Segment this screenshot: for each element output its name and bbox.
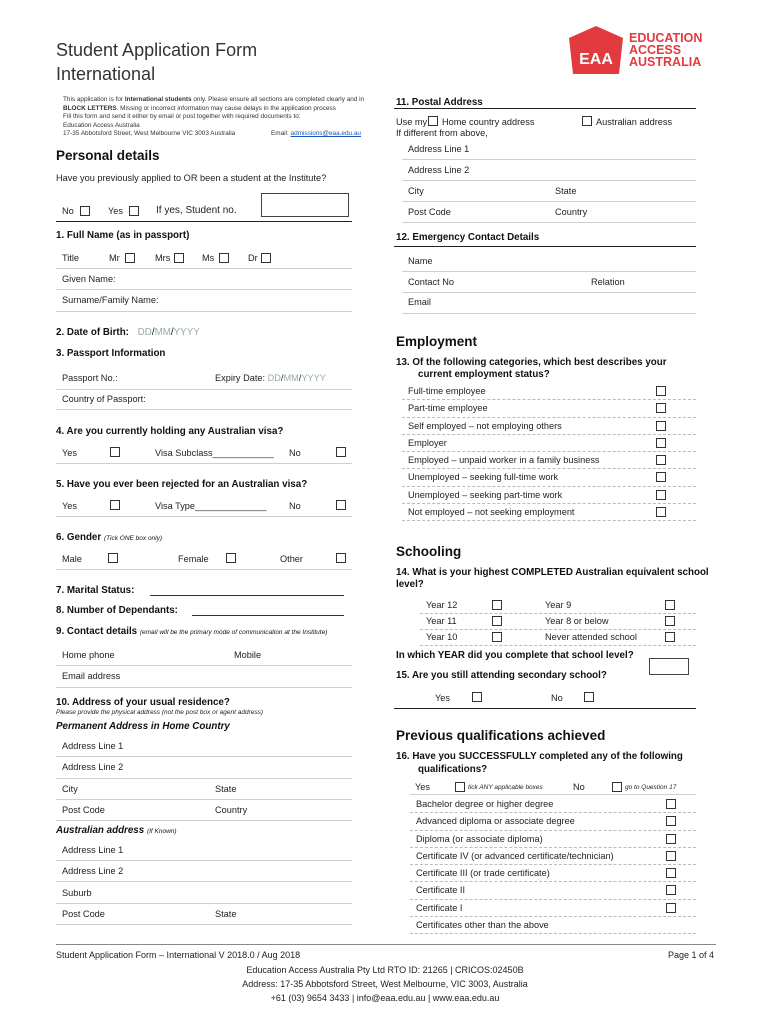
expiry-slash: /: [298, 373, 302, 383]
perm-address-line-1[interactable]: Address Line 1: [62, 741, 124, 751]
qualification-option-row[interactable]: [410, 865, 696, 882]
home-country-label: Home country address: [442, 117, 535, 127]
postal-country-field[interactable]: Country: [555, 207, 588, 217]
perm-state-field[interactable]: State: [215, 784, 237, 794]
intro-email-label: Email:: [271, 130, 291, 138]
school-level-checkbox[interactable]: [665, 616, 675, 626]
perm-address-line-2[interactable]: Address Line 2: [62, 762, 124, 772]
qualification-option-checkbox[interactable]: [666, 834, 676, 844]
footer-page-number: Page 1 of 4: [668, 950, 715, 960]
given-name-field[interactable]: Given Name:: [62, 274, 116, 284]
q15-secondary: 15. Are you still attending secondary school?: [396, 670, 607, 681]
perm-city-field[interactable]: City: [62, 784, 78, 794]
gender-male-label: Male: [62, 554, 82, 564]
q2-dob: [56, 327, 200, 338]
qualification-option-checkbox[interactable]: [666, 799, 676, 809]
schooling-heading: Schooling: [396, 544, 462, 559]
divider: [410, 794, 696, 795]
q15-no-label: No: [551, 693, 563, 703]
q15-yes-label: Yes: [435, 693, 450, 703]
expiry-mm: MM: [283, 373, 299, 383]
q6-label: 6. Gender: [56, 532, 102, 543]
intro-p2a: BLOCK LETTERS: [63, 104, 117, 112]
q4-yes-label: Yes: [62, 448, 77, 458]
q5-yes-label: Yes: [62, 501, 77, 511]
mobile-field[interactable]: Mobile: [234, 650, 262, 660]
school-level-checkbox[interactable]: [492, 632, 502, 642]
employment-option-row[interactable]: [402, 418, 696, 435]
employment-option-label: Unemployed – seeking part-time work: [408, 489, 563, 500]
divider: [56, 665, 352, 666]
divider: [56, 463, 352, 464]
aus-address-note: (If Known): [146, 828, 177, 835]
emergency-contact-no-field[interactable]: Contact No: [408, 277, 454, 287]
aus-address-checkbox[interactable]: [582, 116, 592, 126]
school-level-checkbox[interactable]: [492, 600, 502, 610]
school-level-checkbox[interactable]: [492, 616, 502, 626]
employment-option-checkbox[interactable]: [656, 421, 666, 431]
q13-line-2: current employment status?: [418, 369, 550, 380]
q7-marital-status: 7. Marital Status:: [56, 585, 135, 596]
q4-yes-checkbox[interactable]: [110, 447, 120, 457]
qualification-option-label: Certificate I: [416, 902, 463, 913]
school-level-label: Year 8 or below: [545, 616, 609, 626]
qualification-option-row[interactable]: [410, 831, 696, 848]
expiry-slash: /: [280, 373, 284, 383]
prev-applied-no-label: No: [62, 206, 74, 216]
email-address-field[interactable]: Email address: [62, 671, 121, 681]
employment-option-label: Employer: [408, 437, 447, 448]
q9-contact: [56, 626, 327, 637]
q9-note: (email will be the primary mode of communication at the Institute): [139, 629, 328, 636]
q1-full-name: 1. Full Name (as in passport): [56, 230, 190, 241]
q16-line-2: qualifications?: [418, 764, 488, 775]
qualification-option-row[interactable]: [410, 813, 696, 830]
employment-option-row[interactable]: [402, 383, 696, 400]
divider: [402, 292, 696, 293]
aus-address-line-1[interactable]: Address Line 1: [62, 845, 124, 855]
school-level-row: [420, 614, 696, 630]
marital-status-field[interactable]: [150, 595, 344, 596]
qualification-option-label: Bachelor degree or higher degree: [416, 799, 554, 809]
q4-no-checkbox[interactable]: [336, 447, 346, 457]
employment-options: [402, 383, 696, 521]
surname-field[interactable]: Surname/Family Name:: [62, 295, 159, 305]
qualification-option-label: Certificate III (or trade certificate): [416, 868, 550, 879]
gender-female-checkbox[interactable]: [226, 553, 236, 563]
gender-other-checkbox[interactable]: [336, 553, 346, 563]
divider: [394, 246, 696, 247]
employment-option-row[interactable]: [402, 487, 696, 504]
logo-wordmark: [629, 32, 702, 68]
logo-line-2: ACCESS: [629, 43, 682, 57]
divider: [394, 108, 696, 109]
school-level-checkbox[interactable]: [665, 600, 675, 610]
q14-line-1: 14. What is your highest COMPLETED Australian equivalent school: [396, 567, 709, 578]
q5-visa-rejected: 5. Have you ever been rejected for an Australian visa?: [56, 479, 308, 490]
employment-option-checkbox[interactable]: [656, 490, 666, 500]
q14-line-2: level?: [396, 579, 424, 590]
school-level-options: [420, 598, 696, 646]
divider: [56, 924, 352, 925]
q15-no-checkbox[interactable]: [584, 692, 594, 702]
qualification-option-label: Advanced diploma or associate degree: [416, 816, 575, 827]
school-level-label: Never attended school: [545, 632, 637, 642]
dob-slash: /: [151, 327, 155, 338]
divider: [402, 520, 696, 521]
student-no-label: If yes, Student no.: [156, 205, 237, 216]
qualification-option-row[interactable]: [410, 796, 696, 813]
q15-yes-checkbox[interactable]: [472, 692, 482, 702]
qualification-option-label: Diploma (or associate diploma): [416, 833, 543, 844]
employment-option-row[interactable]: [402, 452, 696, 469]
use-my-label: Use my: [396, 117, 428, 127]
q16-no-label: No: [573, 782, 585, 792]
logo-mark-text: EAA: [579, 51, 613, 68]
qualification-option-checkbox[interactable]: [666, 851, 676, 861]
qualification-option-checkbox[interactable]: [666, 868, 676, 878]
divider: [56, 778, 352, 779]
qualification-option-checkbox[interactable]: [666, 885, 676, 895]
intro-email-link[interactable]: admissions@eaa.edu.au: [290, 130, 361, 138]
emergency-email-field[interactable]: Email: [408, 297, 431, 307]
employment-option-label: Full-time employee: [408, 386, 486, 396]
q11-postal-address: 11. Postal Address: [396, 97, 483, 108]
employment-option-checkbox[interactable]: [656, 403, 666, 413]
q3-passport: 3. Passport Information: [56, 348, 166, 359]
employment-heading: Employment: [396, 334, 478, 349]
q2-label: 2. Date of Birth:: [56, 327, 129, 338]
intro-p3: Fill this form and send it either by email or post together with required documents to:: [63, 113, 301, 121]
gender-female-label: Female: [178, 554, 209, 564]
prev-applied-yes-label: Yes: [108, 206, 123, 216]
aus-address-line-2[interactable]: Address Line 2: [62, 866, 124, 876]
employment-option-checkbox[interactable]: [656, 455, 666, 465]
divider: [56, 687, 352, 688]
visa-subclass-field[interactable]: Visa Subclass____________: [155, 448, 274, 458]
school-level-label: Year 9: [545, 600, 572, 610]
dob-yyyy[interactable]: YYYY: [173, 327, 200, 338]
employment-option-label: Unemployed – seeking full-time work: [408, 472, 559, 483]
school-year-field[interactable]: [649, 658, 689, 675]
q16-no-note: go to Question 17: [625, 784, 677, 791]
qualification-option-checkbox[interactable]: [666, 816, 676, 826]
prev-applied-question: Have you previously applied to OR been a student at the Institute?: [56, 173, 327, 183]
prev-applied-yes-checkbox[interactable]: [129, 206, 139, 216]
school-level-label: Year 12: [426, 600, 458, 610]
qualification-option-label: Certificates other than the above: [416, 920, 549, 931]
school-level-row: [420, 630, 696, 646]
postal-city-field[interactable]: City: [408, 186, 424, 196]
q16-yes-checkbox[interactable]: [455, 782, 465, 792]
q16-line-1: 16. Have you SUCCESSFULLY completed any of the following: [396, 751, 683, 762]
q5-no-label: No: [289, 501, 301, 511]
visa-type-field[interactable]: Visa Type______________: [155, 501, 267, 511]
divider: [402, 159, 696, 160]
divider: [394, 708, 696, 709]
q16-yes-label: Yes: [415, 782, 430, 792]
aus-suburb-field[interactable]: Suburb: [62, 888, 92, 898]
postal-address-line-1[interactable]: Address Line 1: [408, 144, 470, 154]
employment-option-label: Employed – unpaid worker in a family business: [408, 455, 600, 466]
dob-slash: /: [170, 327, 174, 338]
divider: [56, 221, 352, 222]
title-mr-checkbox[interactable]: [125, 253, 135, 263]
qualification-option-row[interactable]: [410, 848, 696, 865]
country-passport-field[interactable]: Country of Passport:: [62, 394, 146, 404]
title-label: Title: [62, 253, 80, 263]
footer-contact: +61 (03) 9654 3433 | info@eaa.edu.au | www.eaa.edu.au: [270, 993, 500, 1003]
divider: [56, 289, 352, 290]
qualification-option-row[interactable]: [410, 900, 696, 917]
postal-state-field[interactable]: State: [555, 186, 577, 196]
qualification-option-row[interactable]: [410, 917, 696, 934]
employment-option-checkbox[interactable]: [656, 472, 666, 482]
personal-details-heading: Personal details: [56, 148, 160, 163]
divider: [56, 516, 352, 517]
qualifications-heading: Previous qualifications achieved: [396, 728, 606, 743]
q8-dependants: 8. Number of Dependants:: [56, 605, 178, 616]
q5-no-checkbox[interactable]: [336, 500, 346, 510]
employment-option-checkbox[interactable]: [656, 386, 666, 396]
title-mrs-checkbox[interactable]: [174, 253, 184, 263]
aus-address-heading: [56, 825, 177, 836]
divider: [410, 933, 696, 934]
employment-option-row[interactable]: [402, 469, 696, 486]
title-line-1: Student Application Form: [56, 40, 258, 60]
divider: [402, 201, 696, 202]
postal-address-line-2[interactable]: Address Line 2: [408, 165, 470, 175]
intro-p1b: International students: [124, 96, 192, 103]
expiry-yyyy: YYYY: [301, 373, 326, 383]
footer-divider: [56, 944, 716, 945]
student-no-field[interactable]: [261, 193, 349, 217]
title-mr-label: Mr: [109, 253, 120, 263]
q6-gender: [56, 532, 162, 543]
q13-line-1: 13. Of the following categories, which best describes your: [396, 357, 667, 368]
expiry-dd: DD: [267, 373, 281, 383]
emergency-relation-field[interactable]: Relation: [591, 277, 625, 287]
school-level-label: Year 11: [426, 616, 457, 626]
gender-male-checkbox[interactable]: [108, 553, 118, 563]
divider: [56, 799, 352, 800]
qualification-option-checkbox[interactable]: [666, 903, 676, 913]
perm-country-field[interactable]: Country: [215, 805, 248, 815]
divider: [56, 860, 352, 861]
logo-mark: [565, 24, 627, 76]
footer-address: Address: 17-35 Abbotsford Street, West Melbourne, VIC 3003, Australia: [242, 979, 528, 989]
q16-yes-note: tick ANY applicable boxes: [468, 784, 543, 791]
aus-postcode-field[interactable]: Post Code: [62, 909, 105, 919]
divider: [56, 389, 352, 390]
divider: [56, 820, 352, 821]
qualification-options: [410, 796, 696, 934]
q10-note: Please provide the physical address (not the post box or agent address): [56, 709, 264, 716]
q9-label: 9. Contact details: [56, 626, 138, 637]
dob-mm[interactable]: MM: [154, 327, 171, 338]
q12-emergency-contact: 12. Emergency Contact Details: [396, 232, 540, 243]
employment-option-row[interactable]: [402, 435, 696, 452]
q5-yes-checkbox[interactable]: [110, 500, 120, 510]
gender-other-label: Other: [280, 554, 303, 564]
employment-option-row[interactable]: [402, 400, 696, 417]
expiry-label: Expiry Date:: [215, 373, 268, 383]
school-level-label: Year 10: [426, 632, 458, 642]
intro-p1a: This application is for: [63, 96, 125, 103]
q4-no-label: No: [289, 448, 301, 458]
q16-no-checkbox[interactable]: [612, 782, 622, 792]
q4-visa: 4. Are you currently holding any Australian visa?: [56, 426, 284, 437]
q10-residence: 10. Address of your usual residence?: [56, 697, 230, 708]
aus-address-option-label: Australian address: [596, 117, 673, 127]
divider: [56, 903, 352, 904]
q6-note: (Tick ONE box only): [103, 535, 163, 542]
divider: [402, 222, 696, 223]
logo-line-3: AUSTRALIA: [629, 55, 702, 69]
divider: [56, 756, 352, 757]
page-title: [56, 38, 257, 86]
dob-dd[interactable]: DD: [137, 327, 152, 338]
intro-text: [63, 96, 383, 139]
title-dr-label: Dr: [248, 253, 258, 263]
perm-postcode-field[interactable]: Post Code: [62, 805, 105, 815]
footer-company: Education Access Australia Pty Ltd RTO ID: 21265 | CRICOS:02450B: [246, 965, 524, 975]
qualification-option-label: Certificate II: [416, 885, 466, 896]
employment-option-label: Part-time employee: [408, 403, 488, 414]
divider: [56, 268, 352, 269]
logo-line-1: EDUCATION: [629, 31, 703, 45]
intro-p2b: . Missing or incorrect information may cause delays in the application process: [116, 104, 336, 112]
employment-option-label: Self employed – not employing others: [408, 420, 562, 431]
divider: [56, 569, 352, 570]
qualification-option-label: Certificate IV (or advanced certificate/technician): [416, 850, 614, 861]
if-different-label: If different from above,: [396, 128, 488, 138]
title-dr-checkbox[interactable]: [261, 253, 271, 263]
divider: [402, 271, 696, 272]
passport-no-field[interactable]: Passport No.:: [62, 373, 118, 383]
title-ms-checkbox[interactable]: [219, 253, 229, 263]
intro-p5: 17-35 Abbotsford Street, West Melbourne VIC 3003 Australia: [63, 130, 236, 138]
qualification-option-row[interactable]: [410, 882, 696, 899]
dependants-field[interactable]: [192, 615, 344, 616]
intro-p4: Education Access Australia: [63, 121, 140, 129]
prev-applied-no-checkbox[interactable]: [80, 206, 90, 216]
divider: [56, 409, 352, 410]
home-phone-field[interactable]: Home phone: [62, 650, 115, 660]
perm-address-heading: Permanent Address in Home Country: [56, 721, 230, 732]
aus-address-label: Australian address: [56, 825, 145, 836]
divider: [402, 180, 696, 181]
aus-state-field[interactable]: State: [215, 909, 237, 919]
employment-option-checkbox[interactable]: [656, 438, 666, 448]
employment-option-label: Not employed – not seeking employment: [408, 507, 575, 518]
emergency-name-field[interactable]: Name: [408, 256, 433, 266]
intro-p1c: only. Please ensure all sections are completed clearly and in: [191, 96, 365, 103]
school-level-checkbox[interactable]: [665, 632, 675, 642]
footer-form-version: Student Application Form – International V 2018.0 / Aug 2018: [56, 950, 301, 960]
divider: [420, 645, 696, 646]
school-level-row: [420, 598, 696, 614]
which-year-question: In which YEAR did you complete that school level?: [396, 650, 634, 661]
divider: [402, 313, 696, 314]
home-country-checkbox[interactable]: [428, 116, 438, 126]
title-ms-label: Ms: [202, 253, 215, 263]
divider: [56, 881, 352, 882]
employment-option-row[interactable]: [402, 504, 696, 521]
divider: [56, 311, 352, 312]
employment-option-checkbox[interactable]: [656, 507, 666, 517]
title-line-2: International: [56, 64, 156, 84]
postal-postcode-field[interactable]: Post Code: [408, 207, 451, 217]
title-mrs-label: Mrs: [155, 253, 171, 263]
expiry-date-field[interactable]: [215, 373, 326, 383]
